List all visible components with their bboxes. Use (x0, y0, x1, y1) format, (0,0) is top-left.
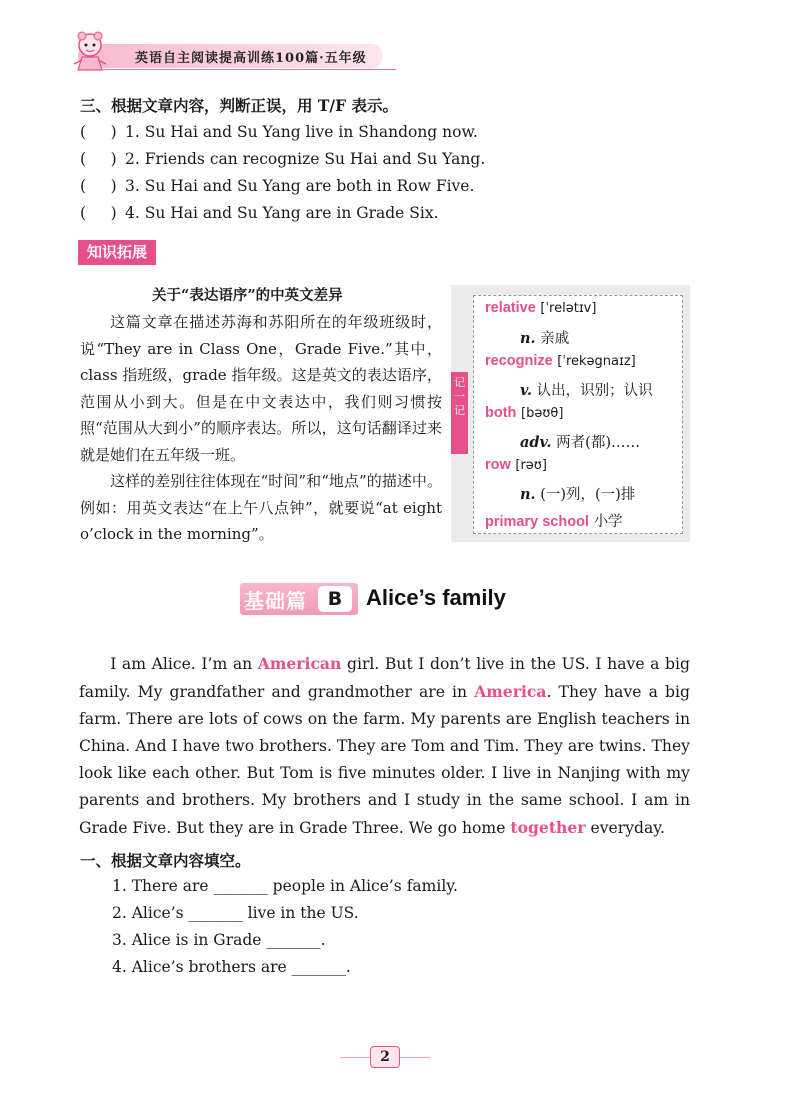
tf-question-1: ( ) 1. Su Hai and Su Yang live in Shandong now. (80, 123, 478, 141)
extension-paragraph-2: 这样的差别往往体现在“时间”和“地点”的描述中。例如：用英文表达“在上午八点钟”，就要说“at eight o’clock in the morning”。 (80, 472, 442, 543)
answer-bracket[interactable]: ( ) (80, 177, 117, 195)
extension-title: 关于“表达语序”的中英文差异 (152, 287, 343, 304)
page-number-rule-left (340, 1057, 370, 1058)
fill-question-4[interactable]: 4. Alice’s brothers are _______. (112, 958, 351, 976)
tf-question-4: ( ) 4. Su Hai and Su Yang are in Grade Six. (80, 204, 439, 222)
notes-tab: 记 一 记 (451, 372, 468, 454)
section-b-letter: B (318, 586, 352, 612)
vocab-word-row: primary school 小学 (485, 514, 623, 530)
passage-title: Alice’s family (366, 585, 506, 610)
page-number-rule-right (400, 1057, 430, 1058)
highlight-word: together (510, 818, 586, 837)
vocab-meaning-row: v. 认出，识别；认识 (520, 382, 653, 399)
fill-question-2[interactable]: 2. Alice’s _______ live in the US. (112, 904, 359, 922)
highlight-word: American (257, 654, 342, 673)
tf-section-title: 三、根据文章内容，判断正误，用 T/F 表示。 (80, 96, 398, 115)
section-b-label: 基础篇 (244, 589, 307, 613)
vocab-word-row: relative [ˈrelətɪv] (485, 300, 597, 316)
extension-tag: 知识拓展 (78, 240, 156, 265)
extension-paragraph-1: 这篇文章在描述苏海和苏阳所在的年级班级时，说“They are in Class One，Grade Five.”其中，class 指班级，grade 指年级。这是英文的表达语序，范围从小到大。但是在中文表达中，我们则习惯按照“范围从大到小”的顺序表达。所以，这句话翻译过来就是她们在五年级一班。 (80, 313, 442, 464)
answer-bracket[interactable]: ( ) (80, 123, 117, 141)
fill-question-3[interactable]: 3. Alice is in Grade _______. (112, 931, 326, 949)
extension-body (80, 309, 442, 548)
vocab-word-row: both [bəʊθ] (485, 405, 564, 421)
reading-passage (79, 650, 690, 842)
header-divider (78, 69, 396, 70)
answer-bracket[interactable]: ( ) (80, 204, 117, 222)
vocab-meaning-row: n. 亲戚 (520, 330, 570, 347)
fill-section-title: 一、根据文章内容填空。 (80, 851, 251, 870)
vocab-meaning-row: n. (一)列，(一)排 (520, 486, 636, 503)
vocab-word-row: row [rəʊ] (485, 457, 547, 473)
highlight-word: America (474, 682, 547, 701)
tf-question-3: ( ) 3. Su Hai and Su Yang are both in Row Five. (80, 177, 475, 195)
vocab-word-row: recognize [ˈrekəgnaɪz] (485, 353, 636, 369)
mascot-girl-icon (60, 28, 116, 74)
fill-question-1[interactable]: 1. There are _______ people in Alice’s family. (112, 877, 458, 895)
page-number: 2 (370, 1046, 400, 1068)
passage-paragraph: I am Alice. I’m an American girl. But I don’t live in the US. I have a big family. My grandfather and grandmother are in America. They have a big farm. There are lots of cows on the farm. My parents are English teachers in China. And I have two brothers. They are Tom and Tim. They are twins. They look like each other. But Tom is five minutes older. I live in Nanjing with my parents and brothers. My brothers and I study in the same school. I am in Grade Five. But they are in Grade Three. We go home together everyday. (79, 654, 690, 837)
answer-bracket[interactable]: ( ) (80, 150, 117, 168)
vocab-meaning-row: adv. 两者(都)…… (520, 434, 640, 451)
header-title: 英语自主阅读提高训练100篇·五年级 (135, 51, 367, 66)
tf-question-2: ( ) 2. Friends can recognize Su Hai and Su Yang. (80, 150, 486, 168)
